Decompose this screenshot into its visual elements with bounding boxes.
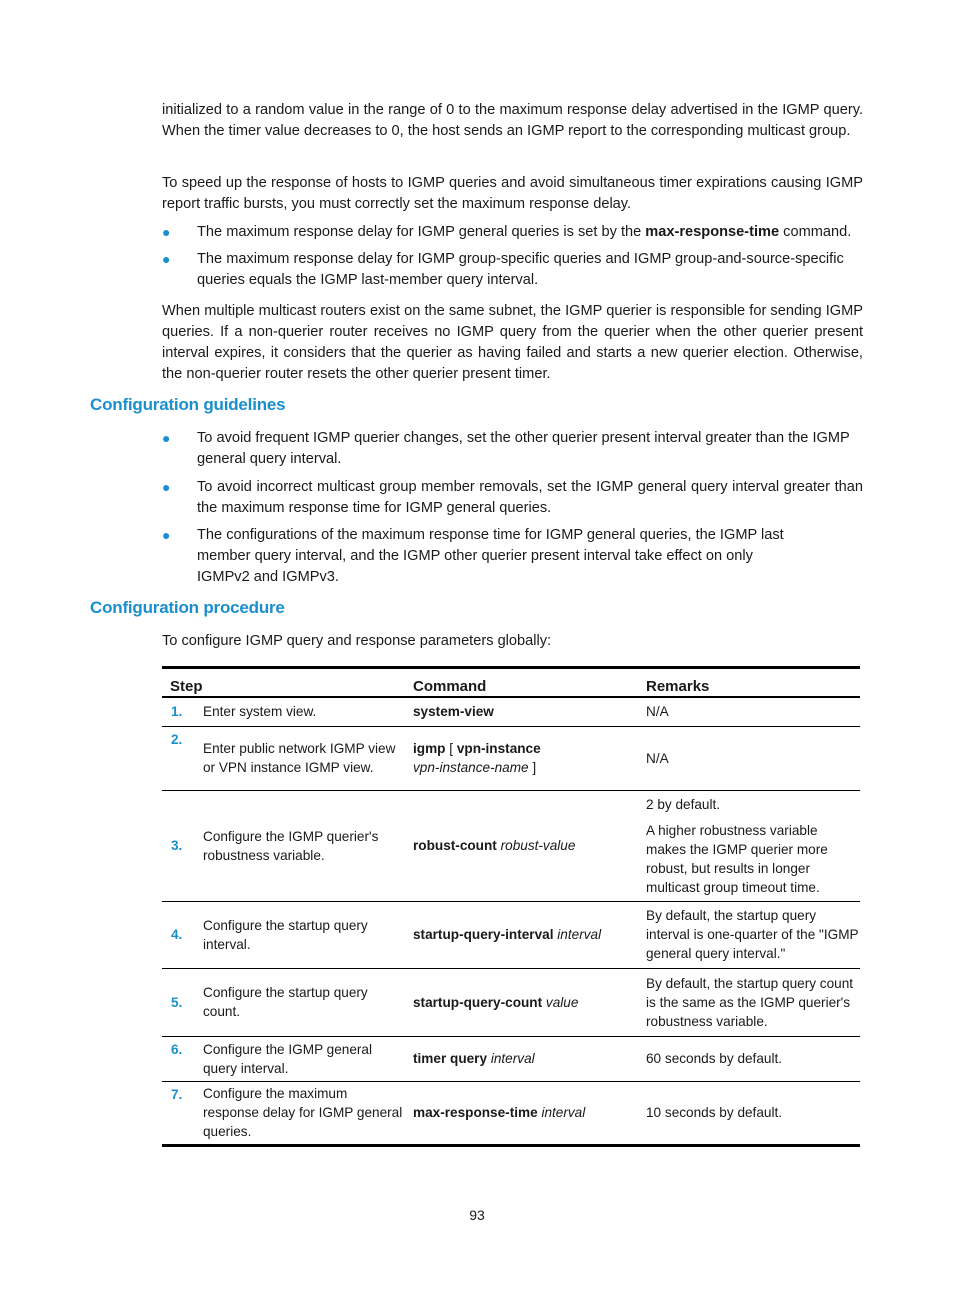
step-number: 3. <box>171 838 183 853</box>
bullet-icon: ● <box>162 224 171 240</box>
bullet-text: The maximum response delay for IGMP general queries is set by the <box>197 224 646 240</box>
step-number: 1. <box>171 704 183 720</box>
command-argument: interval <box>490 1051 535 1066</box>
table-row <box>162 901 860 968</box>
bullet-item <box>162 525 807 588</box>
header-command: Command <box>413 678 487 695</box>
command <box>413 968 636 1036</box>
section-heading-guidelines: Configuration guidelines <box>90 395 286 414</box>
remark-text: A higher robustness variable makes the IGMP querier more robust, but results in longer multicast group timeout time. <box>646 822 828 895</box>
bullet-text: command. <box>779 224 852 240</box>
step-number: 2. <box>171 731 183 747</box>
command <box>413 1081 636 1145</box>
command-keyword: max-response-time <box>645 224 780 240</box>
bullet-icon: ● <box>162 527 171 543</box>
table-row <box>162 726 860 790</box>
table-row <box>162 1081 860 1145</box>
step-text: Configure the IGMP querier's robustness variable. <box>203 828 379 863</box>
remarks <box>636 697 860 726</box>
step-number: 4. <box>171 927 183 942</box>
command <box>413 697 636 726</box>
remarks <box>636 726 860 790</box>
command-argument: value <box>545 994 579 1010</box>
table-row <box>162 1036 860 1081</box>
remark-text: By default, the startup query count is the same as the IGMP querier's robustness variable. <box>646 975 854 1029</box>
bullet-icon: ● <box>162 479 171 495</box>
bullet-icon: ● <box>162 430 171 446</box>
remarks <box>636 901 860 968</box>
remarks <box>636 1081 860 1145</box>
bullet-text: To avoid frequent IGMP querier changes, set the other querier present interval greater than the IGMP general query interval. <box>197 430 850 467</box>
intro-text: To configure IGMP query and response parameters globally: <box>162 633 552 649</box>
command <box>413 901 636 968</box>
command-keyword: vpn-instance <box>456 741 541 756</box>
bullet-text: To avoid incorrect multicast group member removals, set the IGMP general query interval greater than the maximum response time for IGMP general queries. <box>197 479 863 516</box>
command-argument: interval <box>557 927 602 942</box>
step-text: Configure the IGMP general query interval. <box>203 1041 373 1076</box>
command <box>413 790 636 901</box>
command-keyword: startup-query-interval <box>413 927 554 942</box>
table-row <box>162 697 860 726</box>
table-header-row <box>162 668 860 698</box>
step-number: 6. <box>171 1041 183 1057</box>
body-paragraph: initialized to a random value in the range of 0 to the maximum response delay advertised in the IGMP query. When the timer value decreases to 0, the host sends an IGMP report to the corresponding multicast group. <box>162 102 863 139</box>
command-keyword: igmp <box>413 741 446 756</box>
step-text: Configure the startup query interval. <box>203 917 368 952</box>
command-bracket: [ <box>445 741 457 756</box>
command-argument: vpn-instance-name <box>413 760 529 775</box>
bullet-item <box>162 477 863 519</box>
remark-text: 10 seconds by default. <box>646 1105 783 1120</box>
remark-text: 2 by default. <box>646 796 721 812</box>
command-keyword: timer query <box>413 1051 488 1066</box>
step-number: 5. <box>171 994 183 1010</box>
command-keyword: startup-query-count <box>413 994 543 1010</box>
remarks <box>636 968 860 1036</box>
remark-text: N/A <box>646 750 669 766</box>
remark-text: 60 seconds by default. <box>646 1051 783 1066</box>
header-step: Step <box>170 678 203 695</box>
remark-text: By default, the startup query interval is one-quarter of the "IGMP general query interval." <box>646 908 859 961</box>
bullet-icon: ● <box>162 251 171 267</box>
command <box>413 726 636 790</box>
section-heading-procedure: Configuration procedure <box>90 598 285 617</box>
bullet-item <box>162 249 863 291</box>
table-row <box>162 790 860 901</box>
bullet-text: The configurations of the maximum response time for IGMP general queries, the IGMP last member query interval, and the IGMP other querier present interval take effect on only IGMPv2 and IGMPv3. <box>197 527 784 585</box>
step-text: Configure the maximum response delay for IGMP general queries. <box>203 1086 403 1139</box>
table-row <box>162 968 860 1036</box>
bullet-item <box>162 222 863 243</box>
config-table <box>162 666 860 1147</box>
command-keyword: robust-count <box>413 838 497 853</box>
remarks <box>636 1036 860 1081</box>
bullet-item <box>162 428 863 470</box>
command-bracket: ] <box>528 760 537 775</box>
step-text: Enter system view. <box>203 704 317 720</box>
command-argument: robust-value <box>500 838 576 853</box>
command-keyword: system-view <box>413 704 494 720</box>
page-number: 93 <box>469 1207 485 1223</box>
header-remarks: Remarks <box>646 678 710 695</box>
step-text: Enter public network IGMP view or VPN instance IGMP view. <box>203 741 396 775</box>
body-paragraph: To speed up the response of hosts to IGMP queries and avoid simultaneous timer expirations causing IGMP report traffic bursts, you must correctly set the maximum response delay. <box>162 175 863 212</box>
body-paragraph: When multiple multicast routers exist on the same subnet, the IGMP querier is responsible for sending IGMP queries. If a non-querier router receives no IGMP query from the querier when the other querier present interval expires, it considers that the querier as having failed and starts a new querier election. Otherwise, the non-querier router resets the other querier present timer. <box>162 303 863 382</box>
step-number: 7. <box>171 1086 183 1102</box>
command <box>413 1036 636 1081</box>
step-text: Configure the startup query count. <box>203 985 368 1019</box>
remark-text: N/A <box>646 704 669 720</box>
command-keyword: max-response-time <box>413 1105 538 1120</box>
command-argument: interval <box>541 1105 586 1120</box>
bullet-text: The maximum response delay for IGMP group-specific queries and IGMP group-and-source-specific queries equals the IGMP last-member query interval. <box>197 251 844 288</box>
remarks <box>636 790 860 901</box>
